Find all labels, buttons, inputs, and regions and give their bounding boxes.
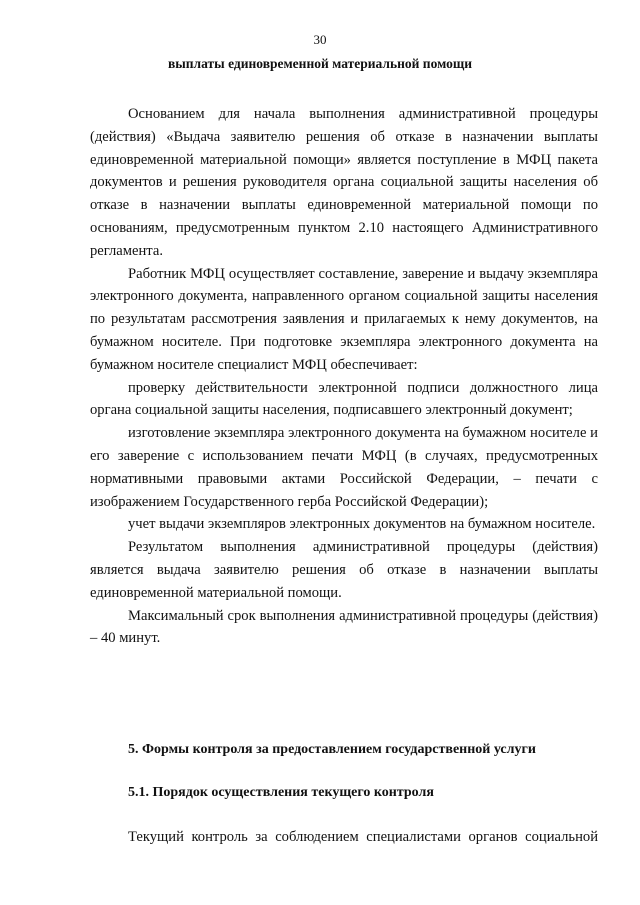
paragraph-paper-copy: изготовление экземпляра электронного документа на бумажном носителе и его заверение с использованием печати МФЦ (в случаях, предусмотренных нормативными правовыми актами Российской Федерации, – печати с изображением Государственного герба Российской Федерации); — [90, 425, 598, 510]
section-5-1-first-line: Текущий контроль за соблюдением специалистами органов социальной — [128, 829, 598, 845]
page-number: 30 — [313, 32, 327, 47]
paragraph-basis: Основанием для начала выполнения административной процедуры (действия) «Выдача заявителю решения об отказе в назначении выплаты единовременной материальной помощи» является поступление в МФЦ пакета документов и решения руководителя органа социальной защиты населения об отказе в назначении выплаты единовременной материальной помощи по основаниям, предусмотренным пунктом 2.10 настоящего Административного регламента. — [90, 106, 598, 259]
section-title-continuation: выплаты единовременной материальной помощи — [167, 56, 473, 71]
paragraph-mfc-worker: Работник МФЦ осуществляет составление, заверение и выдачу экземпляра электронного документа, направленного органом социальной защиты населения по результатам рассмотрения заявления и прилагаемых к нему документов, на бумажном носителе. При подготовке экземпляра электронного документа на бумажном носителе специалист МФЦ обеспечивает: — [90, 265, 598, 373]
paragraph-result: Результатом выполнения административной процедуры (действия) является выдача заявителю решения об отказе в назначении выплаты единовременной материальной помощи. — [90, 539, 598, 601]
body-text — [90, 103, 598, 650]
section-5-1-title: 5.1. Порядок осуществления текущего контроля — [128, 785, 434, 800]
paragraph-accounting: учет выдачи экземпляров электронных документов на бумажном носителе. — [128, 516, 596, 533]
paragraph-max-time: Максимальный срок выполнения административной процедуры (действия) – 40 минут. — [90, 607, 598, 647]
section-5-title: 5. Формы контроля за предоставлением государственной услуги — [128, 742, 536, 757]
paragraph-signature-check: проверку действительности электронной подписи должностного лица органа социальной защиты населения, подписавшего электронный документ; — [90, 379, 598, 419]
